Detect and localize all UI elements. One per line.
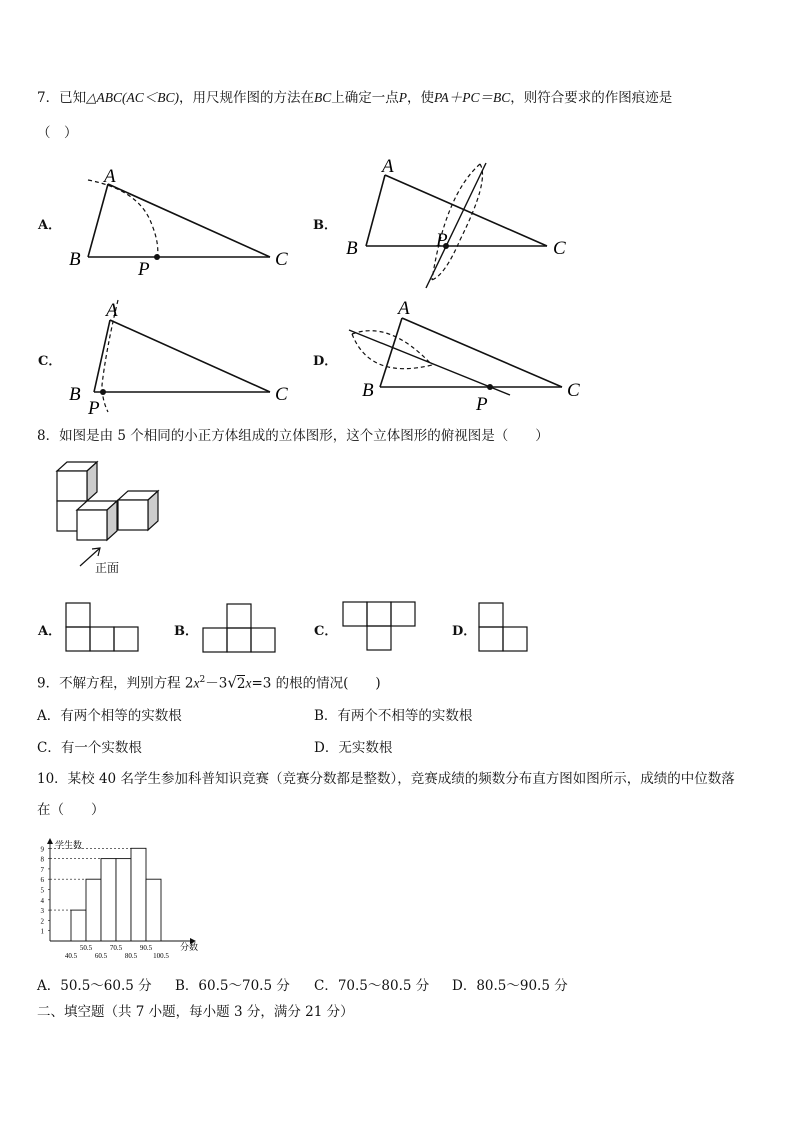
q7-stem [37, 89, 672, 107]
hist-x-tick-label-lower: 60.5 [94, 952, 108, 960]
q7a-label-b: B [69, 249, 81, 270]
q7-option-b-letter[interactable]: B． [313, 218, 337, 233]
q8-option-b-figure [202, 603, 282, 655]
q10-histogram [38, 838, 208, 963]
q7b-arc-1 [432, 164, 480, 280]
hist-y-tick-label: 1 [40, 927, 44, 936]
q7b-bisector [426, 163, 486, 288]
q9-option-d[interactable]: D．无实数根 [314, 740, 393, 756]
q10-stem-line-2: 在（ ） [37, 802, 105, 818]
q8-option-b-letter[interactable]: B． [174, 624, 198, 639]
q9-option-b[interactable]: B．有两个不相等的实数根 [314, 708, 473, 724]
q9-stem [37, 671, 381, 693]
q9-option-a[interactable]: A．有两个相等的实数根 [37, 708, 182, 724]
q8-stem: 8．如图是由 5 个相同的小正方体组成的立体图形，这个立体图形的俯视图是（ ） [37, 428, 549, 444]
q7-option-c-letter[interactable]: C． [38, 354, 62, 369]
q7-stem-text-4: ，使 [406, 90, 434, 106]
hist-x-tick-label-upper: 70.5 [109, 944, 123, 952]
q7-stem-math-2: BC [313, 90, 332, 105]
q8-option-d-letter[interactable]: D． [452, 624, 477, 639]
q9-sqrt-sign: √ [227, 673, 237, 692]
q10-option-d[interactable]: D．80.5～90.5 分 [452, 978, 568, 994]
q7-option-b-figure [340, 150, 590, 300]
q7d-side-ab [380, 318, 402, 387]
q7d-side-ac [402, 318, 562, 387]
q10-option-a[interactable]: A．50.5～60.5 分 [37, 978, 152, 994]
hist-x-tick-label-upper: 50.5 [79, 944, 93, 952]
q7-stem-math-4: PA＋PC＝BC [433, 90, 511, 105]
hist-y-tick-label: 2 [40, 917, 44, 926]
hist-bar [86, 879, 101, 941]
q7a-side-ac [108, 184, 270, 257]
hist-y-label: 学生数 [55, 840, 83, 850]
hist-bar [101, 859, 116, 941]
q9-stem-pre: 9．不解方程，判别方程 2 [37, 675, 194, 692]
hist-y-tick-label: 8 [40, 855, 44, 864]
q7a-label-c: C [275, 249, 288, 270]
hist-x-tick-label-lower: 40.5 [64, 952, 78, 960]
q7a-label-p: P [138, 259, 150, 280]
q7d-point-p [487, 384, 493, 390]
q7c-point-p [100, 389, 106, 395]
q7-option-a-figure [60, 160, 300, 280]
q8-option-c-letter[interactable]: C． [314, 624, 338, 639]
q7c-side-ab [94, 320, 110, 392]
q7d-label-a: A [398, 298, 410, 319]
hist-x-label: 分数 [180, 942, 199, 952]
hist-x-tick-label-lower: 100.5 [153, 952, 169, 960]
q10-option-b[interactable]: B．60.5～70.5 分 [175, 978, 290, 994]
q7b-side-ab [366, 175, 385, 246]
q8-option-a-letter[interactable]: A． [38, 624, 62, 639]
hist-y-arrow [47, 838, 53, 844]
q7a-label-a: A [104, 166, 116, 187]
hist-bar [116, 859, 131, 941]
q7-stem-text-3: 上确定一点 [331, 90, 399, 106]
hist-x-tick-label-upper: 90.5 [139, 944, 153, 952]
q8-front-label: 正面 [95, 561, 120, 575]
hist-bar [131, 848, 146, 941]
q9-stem-mid: －3 [205, 675, 228, 692]
q7d-label-c: C [567, 380, 580, 401]
q9-stem-sup: 2 [199, 675, 206, 685]
q7c-label-a: A [106, 300, 118, 321]
hist-bar [71, 910, 86, 941]
q7-stem-text-1: 7．已知 [37, 90, 87, 106]
hist-x-tick-label-lower: 80.5 [124, 952, 138, 960]
q10-option-c[interactable]: C．70.5～80.5 分 [314, 978, 430, 994]
q7c-side-ac [110, 320, 270, 392]
q9-stem-x: x [193, 675, 200, 691]
q7a-side-ab [88, 184, 108, 257]
q9-sqrt-arg: 2 [236, 675, 246, 692]
q7-option-d-figure [340, 290, 590, 420]
section-2-heading: 二、填空题（共 7 小题，每小题 3 分，满分 21 分） [37, 1004, 354, 1020]
hist-y-tick-label: 5 [40, 886, 44, 895]
q7a-point-p [154, 254, 160, 260]
q10-stem-line-1: 10．某校 40 名学生参加科普知识竞赛（竞赛分数都是整数），竞赛成绩的频数分布直方图如图所示，成绩的中位数落 [37, 771, 735, 787]
hist-y-tick-label: 9 [40, 845, 44, 854]
q7-option-c-figure [60, 290, 300, 420]
q7-paren: （ ） [37, 125, 78, 141]
q7b-label-c: C [553, 238, 566, 259]
q8-option-d-figure [478, 602, 538, 654]
hist-bar [146, 879, 161, 941]
q9-stem-post: =3 的根的情况( ) [251, 675, 381, 692]
hist-y-tick-label: 4 [40, 896, 44, 905]
q7-stem-math-1: △ABC(AC＜BC) [86, 90, 179, 105]
q7-stem-text-2: ，用尺规作图的方法在 [178, 90, 314, 106]
q8-option-a-figure [65, 602, 145, 654]
q7-stem-text-5: ，则符合要求的作图痕迹是 [510, 90, 673, 106]
hist-y-tick-label: 7 [40, 865, 44, 874]
q7b-label-a: A [382, 156, 394, 177]
q7-stem-math-3: P [398, 90, 407, 105]
q9-stem-x2: x [245, 675, 252, 691]
q7b-side-ac [385, 175, 547, 246]
hist-y-tick-label: 6 [40, 876, 44, 885]
q7-option-d-letter[interactable]: D． [313, 354, 338, 369]
q7d-label-p: P [476, 394, 488, 415]
q7b-label-b: B [346, 238, 358, 259]
q7c-label-c: C [275, 384, 288, 405]
q8-option-c-figure [342, 601, 422, 653]
hist-y-tick-label: 3 [40, 907, 44, 916]
q7b-label-p: P [436, 230, 448, 251]
q7c-label-p: P [88, 398, 100, 419]
q9-option-c[interactable]: C．有一个实数根 [37, 740, 142, 756]
q7-option-a-letter[interactable]: A． [38, 218, 62, 233]
q7d-label-b: B [362, 380, 374, 401]
q7c-label-b: B [69, 384, 81, 405]
